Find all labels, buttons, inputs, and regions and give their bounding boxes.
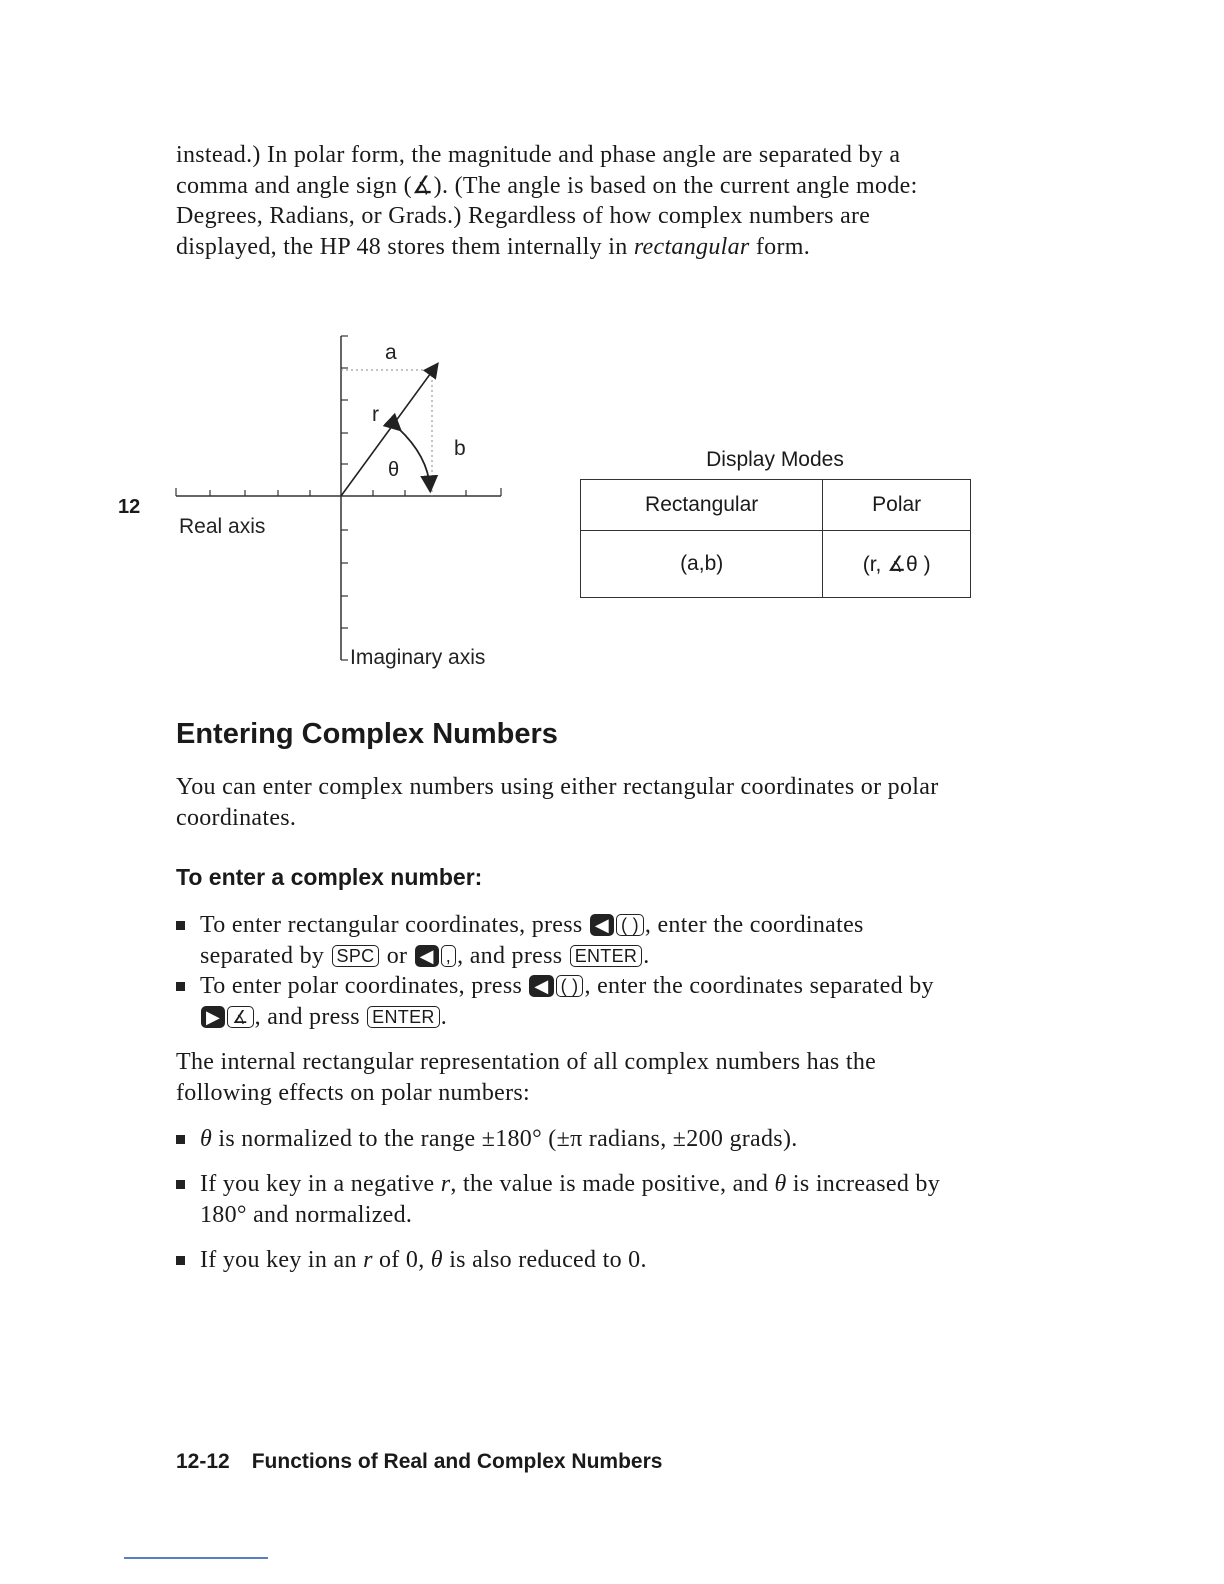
bullet-marker <box>176 921 185 930</box>
label-a: a <box>385 341 397 364</box>
chapter-title: Functions of Real and Complex Numbers <box>251 1450 663 1473</box>
section-intro: You can enter complex numbers using either rectangular coordinates or polar coordinates. <box>176 774 939 831</box>
section-heading: Entering Complex Numbers <box>176 718 558 750</box>
label-b: b <box>454 437 466 460</box>
imaginary-axis-ticks <box>341 336 348 660</box>
table-header-row <box>581 480 971 531</box>
page-number: 12-12 <box>176 1450 230 1473</box>
comma-key: , <box>441 945 456 967</box>
effects-bullet-normalized: θ is normalized to the range ±180° (±π radians, ±200 grads). <box>176 1124 956 1155</box>
left-shift-key: ◀ <box>415 945 439 967</box>
real-axis-ticks <box>176 488 501 496</box>
bullet-marker <box>176 982 185 991</box>
intro-text-end: form. <box>749 233 810 260</box>
intro-paragraph <box>176 140 976 262</box>
value-polar: (r, ∡θ ) <box>823 531 971 598</box>
display-modes-table <box>580 479 971 598</box>
bullet-marker <box>176 1180 185 1189</box>
effects-bullet-negative-r: If you key in a negative r, the value is made positive, and θ is increased by 180° and normalized. <box>176 1169 956 1230</box>
label-theta: θ <box>388 459 400 481</box>
imaginary-axis-label: Imaginary axis <box>350 646 486 669</box>
angle-key: ∡ <box>227 1006 253 1028</box>
right-shift-key: ▶ <box>201 1006 225 1028</box>
value-rectangular: (a,b) <box>581 531 823 598</box>
effects-intro: The internal rectangular representation of all complex numbers has the following effects on polar numbers: <box>176 1049 877 1106</box>
page-footer <box>176 1450 662 1474</box>
bullet-marker <box>176 1256 185 1265</box>
procedure-heading: To enter a complex number: <box>176 864 483 890</box>
left-shift-key: ◀ <box>529 975 553 997</box>
display-modes-title: Display Modes <box>706 448 844 471</box>
table-row <box>581 531 971 598</box>
bullet-marker <box>176 1135 185 1144</box>
real-axis-label: Real axis <box>179 515 266 538</box>
parens-key: ( ) <box>556 975 584 997</box>
left-shift-key: ◀ <box>590 914 614 936</box>
chapter-tab-number: 12 <box>118 496 141 518</box>
intro-emphasis: rectangular <box>633 233 750 260</box>
complex-plane-diagram <box>170 330 520 680</box>
procedure-bullet-polar: To enter polar coordinates, press ◀ ( ) , enter the coordinates separated by ▶ ∡ , and press ENTER . <box>176 971 956 1032</box>
spc-key: SPC <box>332 945 380 967</box>
header-rectangular: Rectangular <box>581 480 823 531</box>
effects-bullet-zero-r: If you key in an r of 0, θ is also reduced to 0. <box>176 1245 956 1276</box>
header-polar: Polar <box>823 480 971 531</box>
enter-key: ENTER <box>367 1006 440 1028</box>
bottom-rule <box>124 1557 268 1559</box>
intro-text: instead.) In polar form, the magnitude and phase angle are separated by a comma and angle sign (∡). (The angle is based on the current angle mode: Degrees, Radians, or Grads.) Regardless of how complex numbers are displayed, the HP 48 stores them internally in <box>176 142 918 260</box>
parens-key: ( ) <box>616 914 644 936</box>
procedure-bullet-rectangular: To enter rectangular coordinates, press ◀ ( ) , enter the coordinates separated by SPC or ◀ , , and press ENTER . <box>176 910 956 971</box>
angle-arc <box>398 428 430 488</box>
enter-key: ENTER <box>570 945 643 967</box>
label-r: r <box>372 403 379 426</box>
